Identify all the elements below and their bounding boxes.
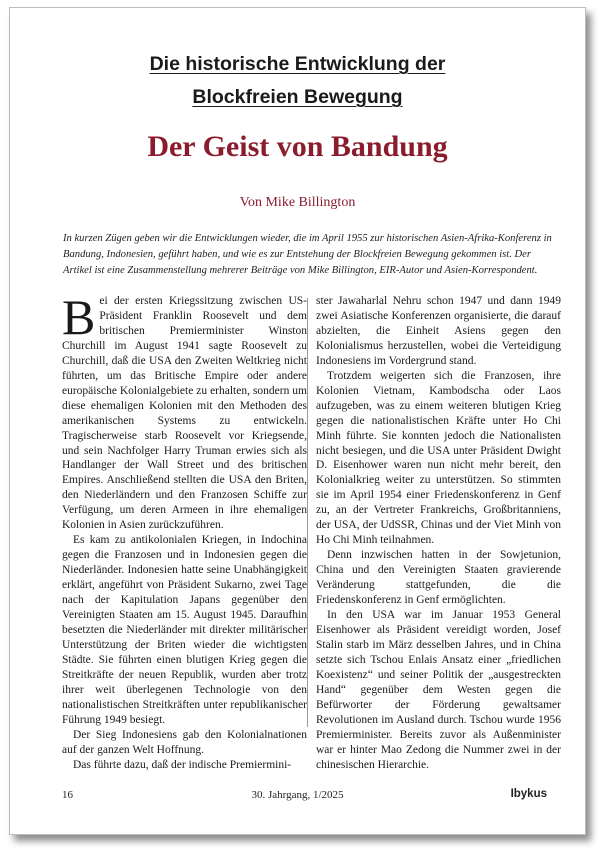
article-byline: Von Mike Billington — [239, 195, 356, 210]
article-intro: In kurzen Zügen geben wir die Entwicklungen wieder, die im April 1955 zur historischen Asien-Afrika-Konferenz in Bandung, Indonesien, geführt haben, und wie es zur Entstehung der Blockfreien Bewegung gekommen ist. Der Artikel ist eine Zusammenstellung mehrerer Beiträge von Mike Billington, EIR-Autor und Asien-Korrespondent. — [63, 233, 552, 276]
body-column-right — [316, 294, 561, 773]
body-paragraph: Der Sieg Indonesiens gab den Kolonialnationen auf der ganzen Welt Hoffnung. — [62, 728, 307, 756]
article-headline: Der Geist von Bandung — [147, 130, 448, 163]
body-paragraph: ster Jawaharlal Nehru schon 1947 und dann 1949 zwei Asiatische Konferenzen organisierte, die darauf abzielten, die Einheit Asiens gegen den Kolonialismus herzustellen, wobei die Verteidigung Indonesiens im Vordergrund stand. — [316, 295, 561, 367]
publication-name: Ibykus — [510, 788, 547, 800]
magazine-page — [9, 7, 586, 835]
section-title-line-2: Blockfreien Bewegung — [192, 86, 403, 108]
section-title-line-1: Die historische Entwicklung der — [149, 53, 446, 75]
body-column-left — [62, 289, 307, 773]
body-paragraph: Denn inzwischen hatten in der Sowjetunion, China und den Vereinigten Staaten gravierende Veränderung stattgefunden, die die Friedenskonferenz in Genf ermöglichten. — [316, 549, 561, 607]
issue-volume: 30. Jahrgang, 1/2025 — [251, 789, 344, 801]
body-paragraph: Es kam zu antikolonialen Kriegen, in Indochina gegen die Franzosen und in Indonesien gegen die Niederländer. Indonesien hatte seine Unabhängigkeit erklärt, angeführt von Präsident Sukarno, zwei Tage nach der Kapitulation Japans gegenüber den Vereinigten Staaten am 15. August 1945. Daraufhin besetzten die Niederländer mit direkter militärischer Unterstützung der Briten wieder die wichtigsten Städte. Sie führten einen blutigen Krieg gegen die Streitkräfte der neuen Republik, wurden aber trotz ihrer weit überlegenen Technologie von den nationalistischen Streitkräften unter republikanischer Führung 1949 besiegt. — [62, 534, 307, 726]
body-paragraph: Das führte dazu, daß der indische Premiermini- — [73, 758, 292, 771]
body-paragraph: In den USA war im Januar 1953 General Eisenhower als Präsident vereidigt worden, Josef Stalin starb im März desselben Jahres, und in China setzte sich Tschou Enlais Ansatz einer „friedlichen Koexistenz“ und seiner Politik der „ausgestreckten Hand“ gegenüber dem Westen gegen die Befürworter der Förderung gewaltsamer Revolutionen im Ausland durch. Tschou wurde 1956 Premierminister. Bereits zuvor als Außenminister war er hinter Mao Zedong die Nummer zwei in der chinesischen Hierarchie. — [316, 609, 561, 771]
column-divider — [307, 298, 308, 727]
body-paragraph: Bei der ersten Kriegssitzung zwischen US-Präsident Franklin Roosevelt und dem britischen Premierminister Winston Churchill im August 1941 sagte Roosevelt zu Churchill, daß die USA den Zweiten Weltkrieg nicht führten, um das Britische Empire oder andere europäische Kolonialgebiete zu erhalten, sondern um diese ehemaligen Kolonien mit den Methoden des amerikanischen Systems zu entwickeln. Tragischerweise starb Roosevelt vor Kriegsende, und sein Nachfolger Harry Truman erwies sich als Handlanger der Wall Street und des britischen Empires. Anschließend stellten die USA den Briten, den Niederländern und den Franzosen Schiffe zur Verfügung, um deren Armeen in ihre ehemaligen Kolonien in Asien zurückzuführen. — [62, 289, 307, 532]
page-number: 16 — [62, 789, 73, 801]
drop-cap: B — [62, 289, 96, 345]
body-paragraph: Trotzdem weigerten sich die Franzosen, ihre Kolonien Vietnam, Kambodscha oder Laos aufzugeben, was zu einem weiteren blutigen Krieg gegen die nationalistischen Kräfte unter Ho Chi Minh führte. Sie konnten jedoch die Nationalisten nicht besiegen, und die USA unter Präsident Dwight D. Eisenhower waren nun nicht mehr bereit, den Kolonialkrieg weiter zu unterstützen. So stimmten sie im April 1954 einer Friedenskonferenz in Genf zu, an der Vertreter Frankreichs, Großbritanniens, der USA, der UdSSR, Chinas und der Viet Minh von Ho Chi Minh teilnahmen. — [316, 369, 561, 547]
